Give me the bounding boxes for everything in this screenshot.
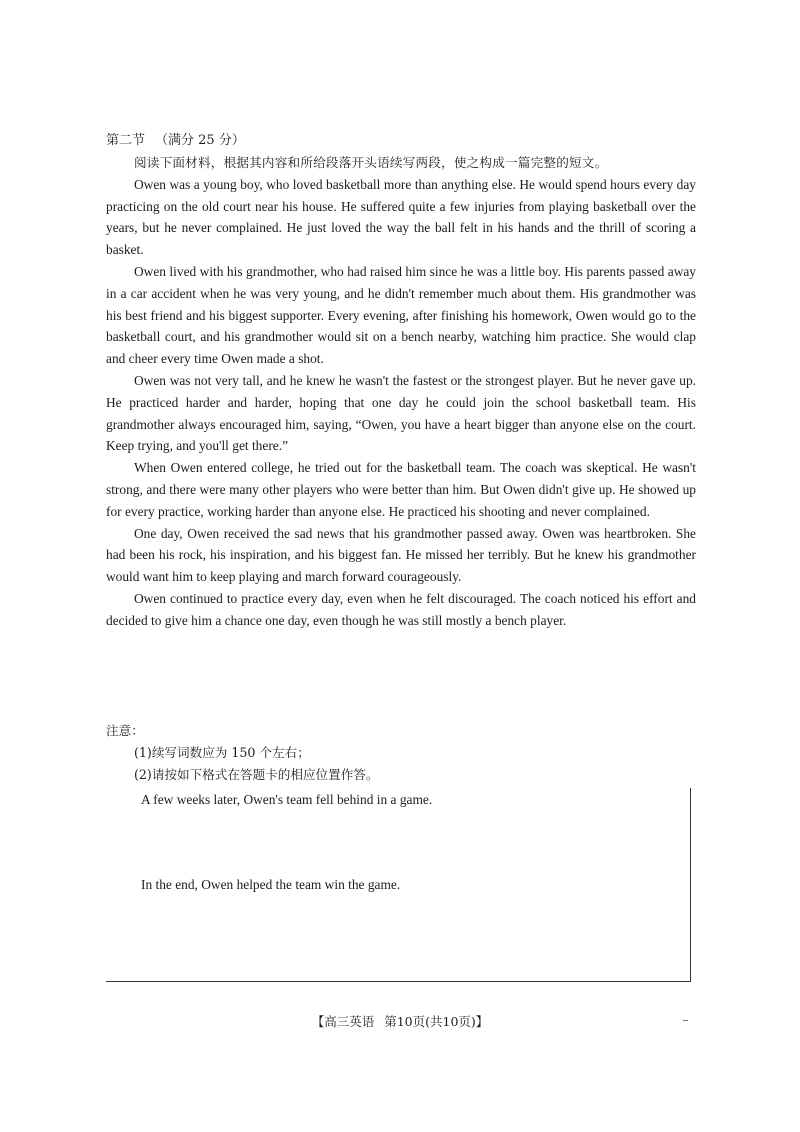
task-instruction: 阅读下面材料，根据其内容和所给段落开头语续写两段，使之构成一篇完整的短文。	[134, 155, 608, 170]
answer-box	[106, 788, 691, 982]
page-footer	[0, 1012, 800, 1032]
story-paragraph: Owen was not very tall, and he knew he wasn't the fastest or the strongest player. But he never gave up. He practiced harder and harder, hoping that one day he could join the school basketball team. His grandmother always encouraged him, saying, “Owen, you have a heart bigger than anyone else on the court. Keep trying, and you'll get there.”	[106, 372, 696, 454]
note-item: (2)请按如下格式在答题卡的相应位置作答。	[134, 767, 379, 782]
story-paragraph: When Owen entered college, he tried out for the basketball team. The coach was skeptical. He wasn't strong, and there were many other players who were better than him. But Owen didn't give up. He showed up for every practice, working harder than anyone else. He practiced his shooting and never complained.	[106, 460, 696, 519]
section-heading	[106, 130, 245, 152]
story-paragraph: Owen lived with his grandmother, who had raised him since he was a little boy. His parents passed away in a car accident when he was very young, and he didn't remember much about them. His grandmother was his best friend and his biggest supporter. Every evening, after finishing his homework, Owen would go to the basketball court, and his grandmother would sit on a bench nearby, watching him practice. She would clap and cheer every time Owen made a shot.	[106, 263, 696, 367]
note-item: (1)续写词数应为 150 个左右；	[134, 745, 310, 760]
story-paragraph: Owen continued to practice every day, even when he felt discouraged. The coach noticed his effort and decided to give him a chance one day, even though he was still mostly a bench player.	[106, 590, 696, 628]
paragraph-starter-1: A few weeks later, Owen's team fell behind in a game.	[141, 792, 433, 807]
section-score: （满分 25 分）	[155, 133, 245, 148]
paragraph-starter-2: In the end, Owen helped the team win the game.	[141, 877, 401, 892]
footer-page-number: 第10页(共10页)】	[384, 1014, 489, 1029]
story-paragraph: One day, Owen received the sad news that his grandmother passed away. Owen was heartbroken. She had been his rock, his inspiration, and his biggest fan. He missed her terribly. But he knew his grandmother would want him to keep playing and march forward courageously.	[106, 525, 696, 585]
corner-mark	[683, 1020, 688, 1021]
reading-material	[106, 152, 696, 632]
story-paragraph: Owen was a young boy, who loved basketball more than anything else. He would spend hours every day practicing on the old court near his house. He suffered quite a few injuries from playing basketball over the years, but he never complained. He just loved the way the ball felt in his hands and the thrill of scoring a basket.	[106, 176, 696, 258]
notes-section	[106, 720, 696, 786]
footer-label: 【高三英语	[311, 1014, 375, 1029]
notes-label: 注意：	[106, 723, 144, 738]
section-title: 第二节	[106, 133, 146, 148]
